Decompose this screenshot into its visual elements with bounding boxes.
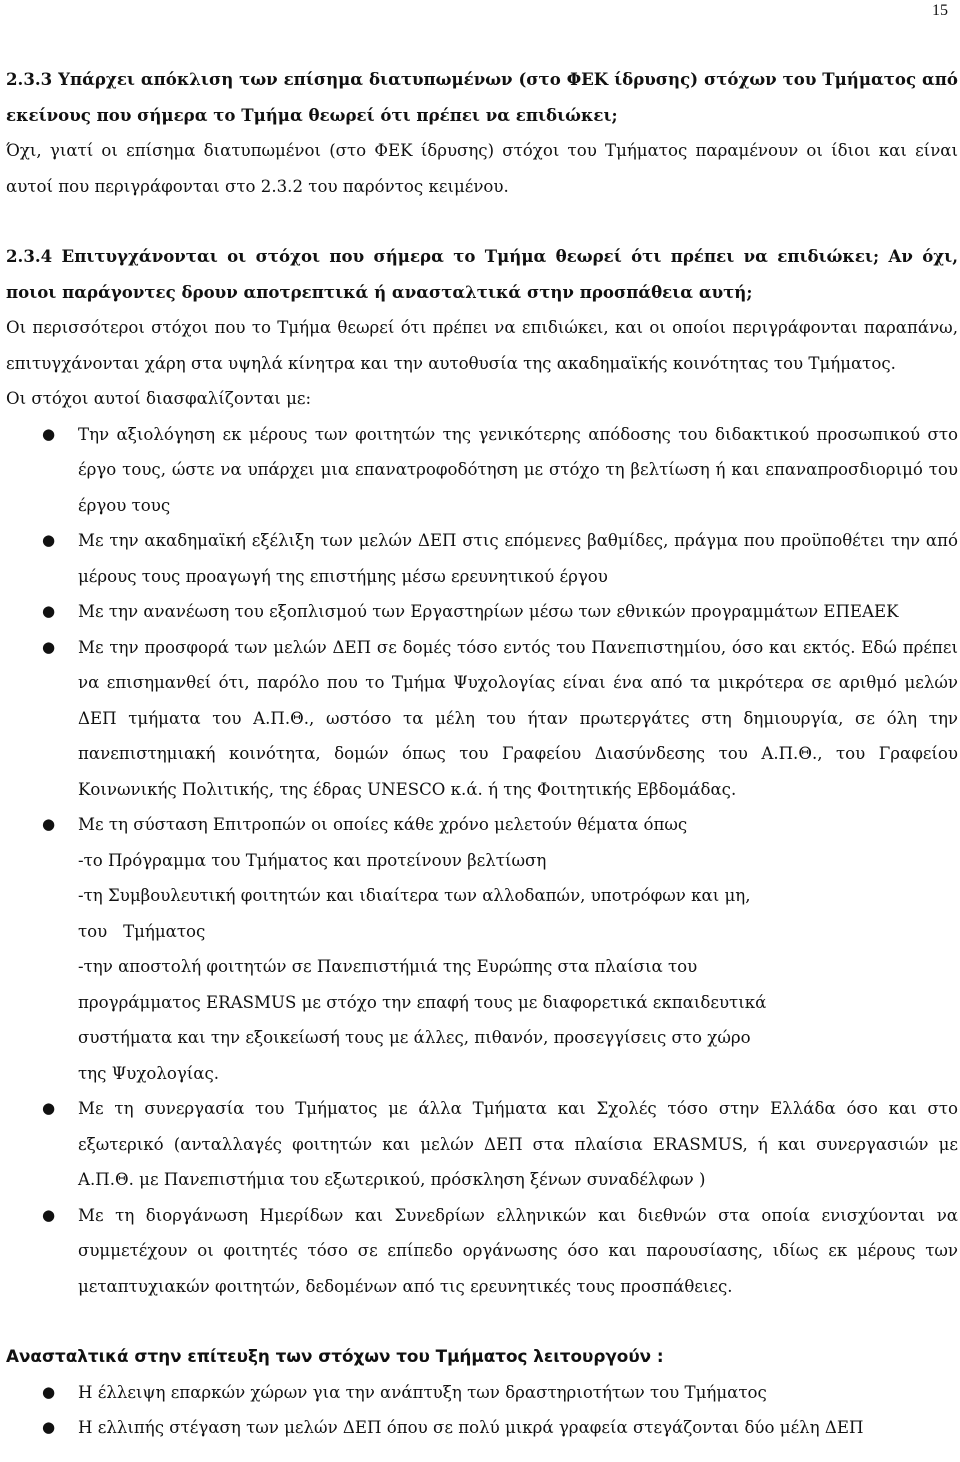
- list-item-text: Με την ανανέωση του εξοπλισμού των Εργαστηρίων μέσω των εθνικών προγραμμάτων ΕΠΕΑΕΚ: [78, 602, 899, 621]
- list-item-text: Με την ακαδημαϊκή εξέλιξη των μελών ΔΕΠ στις επόμενες βαθμίδες, πράγμα που προϋποθέτει την από μέρους τους προαγωγή της επιστήμης μέσω ερευνητικού έργου: [78, 531, 958, 586]
- list-item: [6, 630, 958, 808]
- committee-line: -τη Συμβουλευτική φοιτητών και ιδιαίτερα των αλλοδαπών, υποτρόφων και μη,: [78, 886, 751, 905]
- page-number: 15: [932, 2, 948, 19]
- spacer: [6, 204, 958, 239]
- obstacles-bullet-list: [6, 1375, 958, 1446]
- bullet-icon: ●: [42, 424, 56, 443]
- list-item-text: Με την προσφορά των μελών ΔΕΠ σε δομές τόσο εντός του Πανεπιστημίου, όσο και εκτός. Εδώ πρέπει να επισημανθεί ότι, παρόλο που το Τμήμα Ψυχολογίας είναι ένα από τα μικρότερα σε αριθμό μελών ΔΕΠ τμήματα του Α.Π.Θ., ωστόσο τα μέλη του ήταν πρωτεργάτες στη δημιουργία, σε όλη την πανεπιστημιακή κοινότητα, δομών όπως του Γραφείου Διασύνδεσης του Α.Π.Θ., του Γραφείου Κοινωνικής Πολιτικής, της έδρας UNESCO κ.ά. ή της Φοιτητικής Εβδομάδας.: [78, 637, 958, 799]
- committee-line: προγράμματος ERASMUS με στόχο την επαφή τους με διαφορετικά εκπαιδευτικά: [78, 992, 767, 1012]
- bullet-icon: ●: [42, 602, 56, 620]
- committee-line: -το Πρόγραμμα του Τμήματος και προτείνουν βελτίωση: [78, 850, 547, 870]
- spacer: [6, 1304, 958, 1339]
- list-item-text: Την αξιολόγηση εκ μέρους των φοιτητών της γενικότερης απόδοσης του διδακτικού προσωπικού στο έργο τους, ώστε να υπάρχει μια επανατροφοδότηση με στόχο τη βελτίωση ή και επαναπροσδιοριμό του έργου τους: [78, 424, 958, 515]
- section-2-3-4-intro: Οι στόχοι αυτοί διασφαλίζονται με:: [6, 389, 312, 408]
- committee-line: συστήματα και την εξοικείωσή τους με άλλες, πιθανόν, προσεγγίσεις στο χώρο: [78, 1028, 751, 1047]
- bullet-icon: ●: [42, 1382, 56, 1401]
- list-item-text: Η έλλειψη επαρκών χώρων για την ανάπτυξη των δραστηριοτήτων του Τμήματος: [78, 1382, 767, 1402]
- list-item: [6, 1410, 958, 1446]
- list-item-text: Με τη σύσταση Επιτροπών οι οποίες κάθε χρόνο μελετούν θέματα όπως: [78, 815, 688, 834]
- document-body: [6, 62, 958, 1446]
- section-2-3-3-question: 2.3.3 Υπάρχει απόκλιση των επίσημα διατυπωμένων (στο ΦΕΚ ίδρυσης) στόχων του Τμήματος από εκείνους που σήμερα το Τμήμα θεωρεί ότι πρέπει να επιδιώκει;: [6, 69, 958, 125]
- section-2-3-4-question: 2.3.4 Επιτυγχάνονται οι στόχοι που σήμερα το Τμήμα θεωρεί ότι πρέπει να επιδιώκει; Αν όχι, ποιοι παράγοντες δρουν αποτρεπτικά ή ανασταλτικά στην προσπάθεια αυτή;: [6, 246, 958, 302]
- bullet-icon: ●: [42, 531, 56, 549]
- committee-line: του Τμήματος: [78, 921, 206, 941]
- list-item-text: Η ελλιπής στέγαση των μελών ΔΕΠ όπου σε πολύ μικρά γραφεία στεγάζονται δύο μέλη ΔΕΠ: [78, 1418, 864, 1437]
- bullet-icon: ●: [42, 1205, 56, 1224]
- list-item: [6, 594, 958, 630]
- list-item-text: Με τη συνεργασία του Τμήματος με άλλα Τμήματα και Σχολές τόσο στην Ελλάδα όσο και στο εξωτερικό (ανταλλαγές φοιτητών και μελών ΔΕΠ στα πλαίσια ERASMUS, ή και συνεργασιών με Α.Π.Θ. με Πανεπιστήμια του εξωτερικού, πρόσκληση ξένων συναδέλφων ): [78, 1099, 958, 1189]
- bullet-icon: ●: [42, 1418, 56, 1436]
- bullet-icon: ●: [42, 815, 56, 833]
- list-item-text: Με τη διοργάνωση Ημερίδων και Συνεδρίων ελληνικών και διεθνών στα οποία ενισχύονται να συμμετέχουν οι φοιτητές τόσο σε επίπεδο οργάνωσης όσο και παρουσίασης, ιδίως εκ μέρους των μεταπτυχιακών φοιτητών, δεδομένων από τις ερευνητικές τους προσπάθειες.: [78, 1205, 958, 1296]
- list-item: [6, 1198, 958, 1305]
- bullet-icon: ●: [42, 1099, 56, 1117]
- bullet-icon: ●: [42, 637, 56, 656]
- committee-line: -την αποστολή φοιτητών σε Πανεπιστήμιά της Ευρώπης στα πλαίσια του: [78, 957, 698, 976]
- list-item: [6, 417, 958, 524]
- list-item: [6, 1375, 958, 1411]
- goals-bullet-list: [6, 417, 958, 1305]
- list-item: [6, 1091, 958, 1198]
- list-item: [6, 523, 958, 594]
- obstacles-heading: Ανασταλτικά στην επίτευξη των στόχων του Τμήματος λειτουργούν :: [6, 1346, 664, 1366]
- list-item-committees: [6, 807, 958, 1091]
- section-2-3-3-answer: Όχι, γιατί οι επίσημα διατυπωμένοι (στο ΦΕΚ ίδρυσης) στόχοι του Τμήματος παραμένουν οι ίδιοι και είναι αυτοί που περιγράφονται στο 2.3.2 του παρόντος κειμένου.: [6, 141, 958, 196]
- committee-line: της Ψυχολογίας.: [78, 1063, 220, 1083]
- section-2-3-4-answer: Οι περισσότεροι στόχοι που το Τμήμα θεωρεί ότι πρέπει να επιδιώκει, και οι οποίοι περιγράφονται παραπάνω, επιτυγχάνονται χάρη στα υψηλά κίνητρα και την αυτοθυσία της ακαδημαϊκής κοινότητας του Τμήματος.: [6, 318, 958, 373]
